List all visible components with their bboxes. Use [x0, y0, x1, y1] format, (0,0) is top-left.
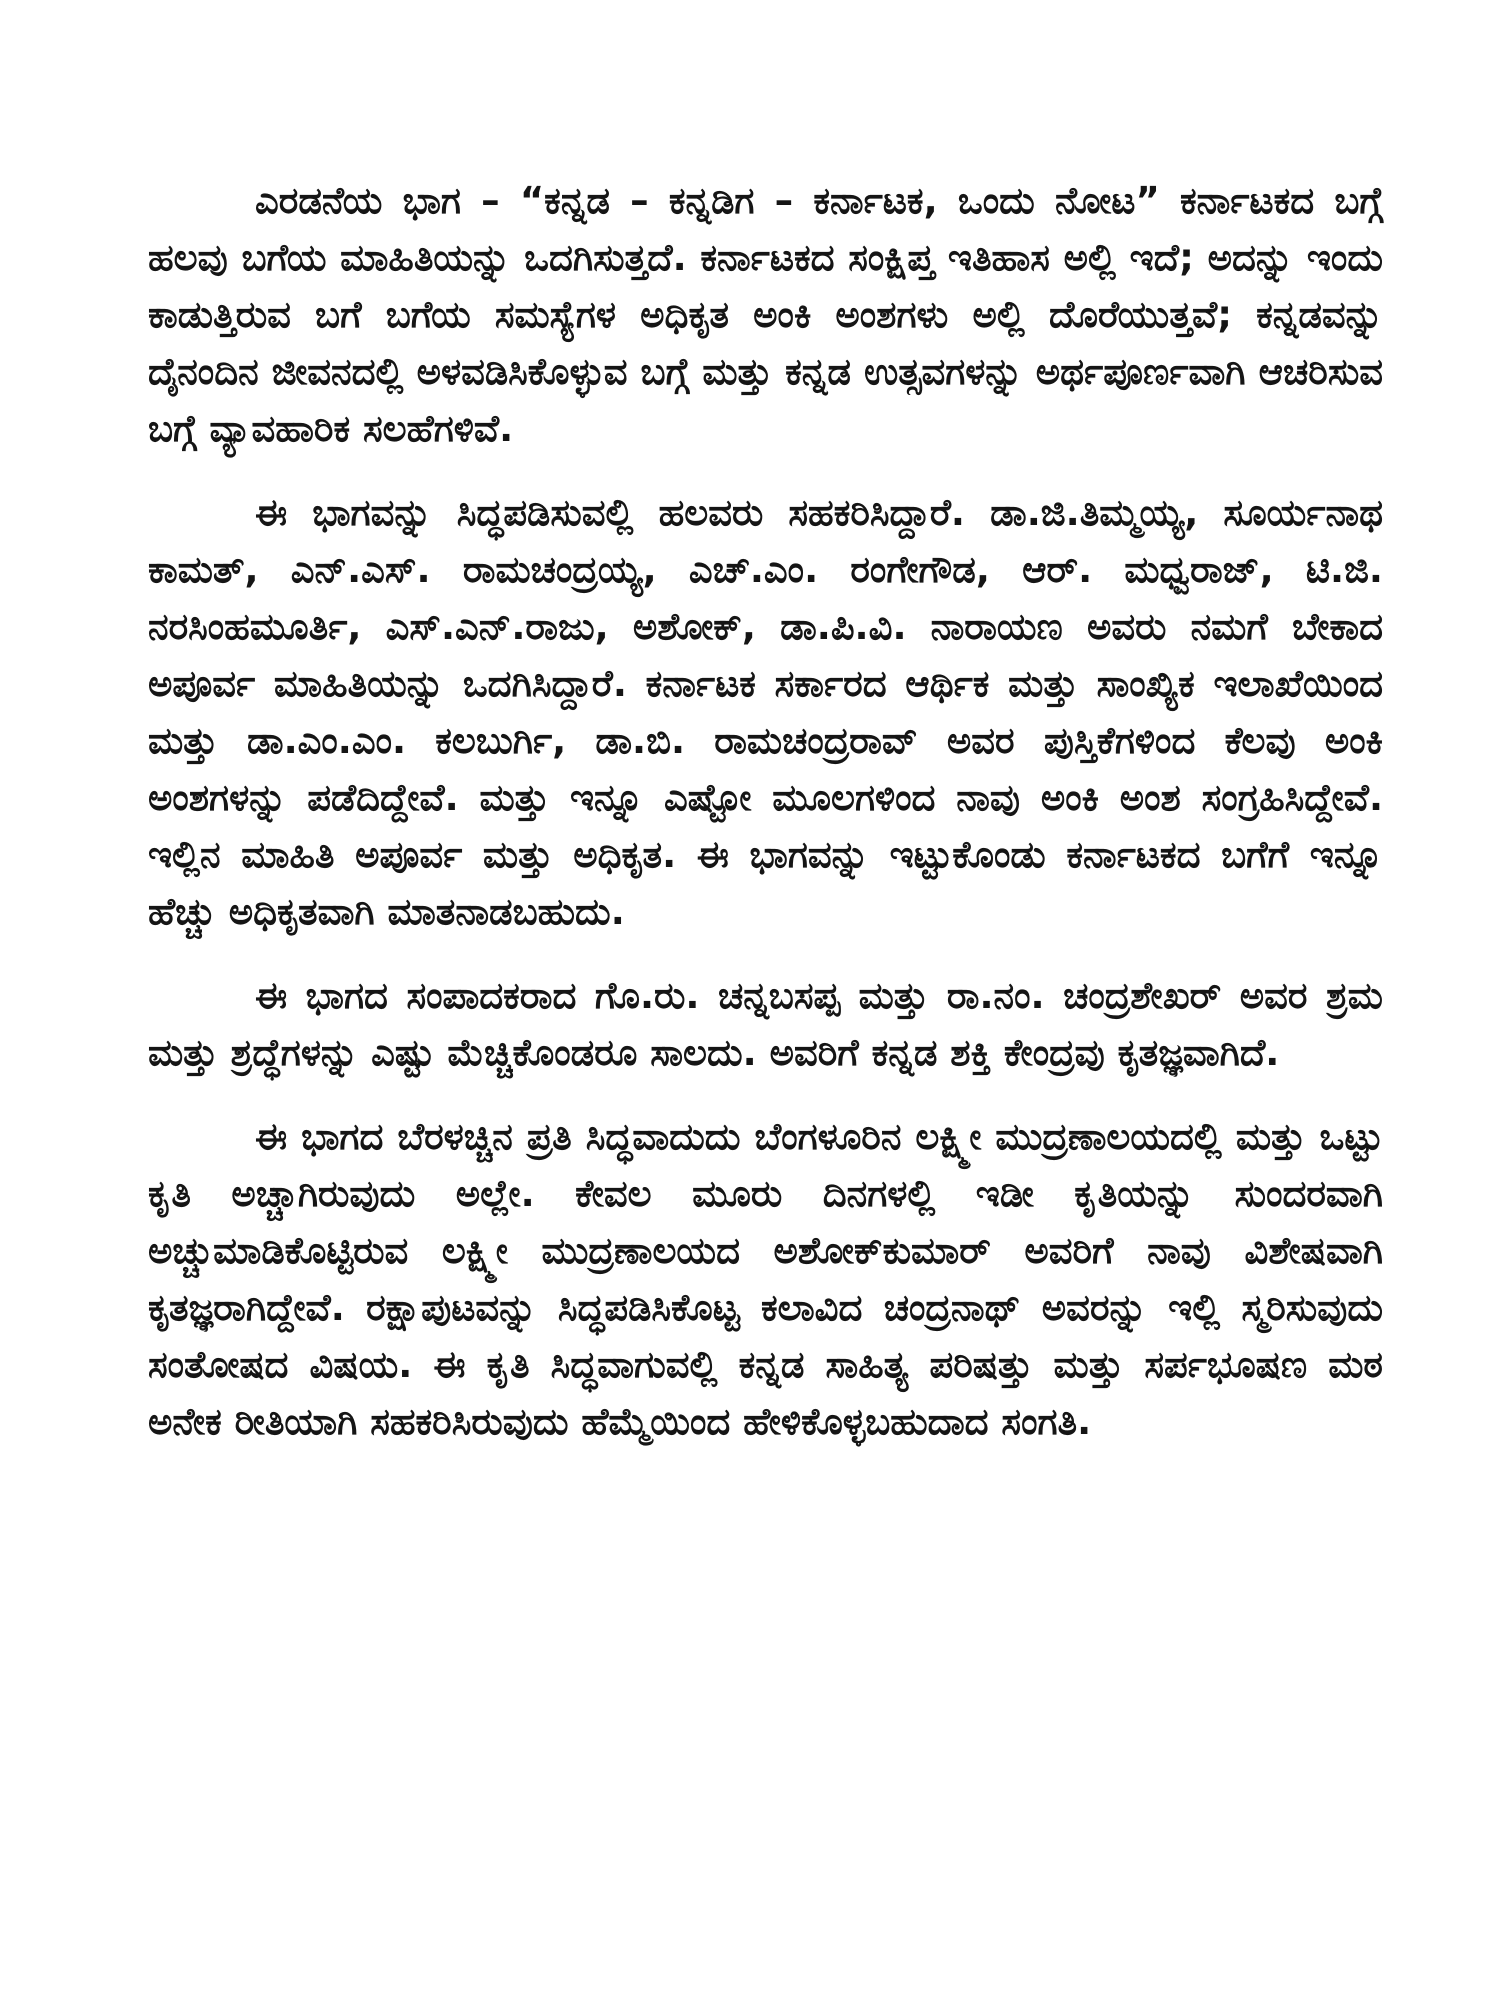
paragraph-contributors: ಈ ಭಾಗವನ್ನು ಸಿದ್ಧಪಡಿಸುವಲ್ಲಿ ಹಲವರು ಸಹಕರಿಸಿದ್ದಾರೆ. ಡಾ.ಜಿ.ತಿಮ್ಮಯ್ಯ, ಸೂರ್ಯನಾಥ ಕಾಮತ್, ಎನ್.ಎಸ್. ರಾಮಚಂದ್ರಯ್ಯ, ಎಚ್.ಎಂ. ರಂಗೇಗೌಡ, ಆರ್. ಮಧ್ವರಾಜ್, ಟಿ.ಜಿ. ನರಸಿಂಹಮೂರ್ತಿ, ಎಸ್.ಎನ್.ರಾಜು, ಅಶೋಕ್, ಡಾ.ಪಿ.ವಿ. ನಾರಾಯಣ ಅವರು ನಮಗೆ ಬೇಕಾದ ಅಪೂರ್ವ ಮಾಹಿತಿಯನ್ನು ಒದಗಿಸಿದ್ದಾರೆ. ಕರ್ನಾಟಕ ಸರ್ಕಾರದ ಆರ್ಥಿಕ ಮತ್ತು ಸಾಂಖ್ಯಿಕ ಇಲಾಖೆಯಿಂದ ಮತ್ತು ಡಾ.ಎಂ.ಎಂ. ಕಲಬುರ್ಗಿ, ಡಾ.ಬಿ. ರಾಮಚಂದ್ರರಾವ್ ಅವರ ಪುಸ್ತಿಕೆಗಳಿಂದ ಕೆಲವು ಅಂಕಿ ಅಂಶಗಳನ್ನು ಪಡೆದಿದ್ದೇವೆ. ಮತ್ತು ಇನ್ನೂ ಎಷ್ಟೋ ಮೂಲಗಳಿಂದ ನಾವು ಅಂಕಿ ಅಂಶ ಸಂಗ್ರಹಿಸಿದ್ದೇವೆ. ಇಲ್ಲಿನ ಮಾಹಿತಿ ಅಪೂರ್ವ ಮತ್ತು ಅಧಿಕೃತ. ಈ ಭಾಗವನ್ನು ಇಟ್ಟುಕೊಂಡು ಕರ್ನಾಟಕದ ಬಗೆಗೆ ಇನ್ನೂ ಹೆಚ್ಚು ಅಧಿಕೃತವಾಗಿ ಮಾತನಾಡಬಹುದು.: [148, 491, 1383, 933]
document-page: [148, 172, 1383, 1450]
paragraph-editors: ಈ ಭಾಗದ ಸಂಪಾದಕರಾದ ಗೊ.ರು. ಚನ್ನಬಸಪ್ಪ ಮತ್ತು ರಾ.ನಂ. ಚಂದ್ರಶೇಖರ್ ಅವರ ಶ್ರಮ ಮತ್ತು ಶ್ರದ್ಧೆಗಳನ್ನು ಎಷ್ಟು ಮೆಚ್ಚಿಕೊಂಡರೂ ಸಾಲದು. ಅವರಿಗೆ ಕನ್ನಡ ಶಕ್ತಿ ಕೇಂದ್ರವು ಕೃತಜ್ಞವಾಗಿದೆ.: [148, 974, 1383, 1074]
paragraph-printing-acknowledgements: ಈ ಭಾಗದ ಬೆರಳಚ್ಚಿನ ಪ್ರತಿ ಸಿದ್ಧವಾದುದು ಬೆಂಗಳೂರಿನ ಲಕ್ಷ್ಮೀ ಮುದ್ರಣಾಲಯದಲ್ಲಿ ಮತ್ತು ಒಟ್ಟು ಕೃತಿ ಅಚ್ಚಾಗಿರುವುದು ಅಲ್ಲೇ. ಕೇವಲ ಮೂರು ದಿನಗಳಲ್ಲಿ ಇಡೀ ಕೃತಿಯನ್ನು ಸುಂದರವಾಗಿ ಅಚ್ಚುಮಾಡಿಕೊಟ್ಟಿರುವ ಲಕ್ಷ್ಮೀ ಮುದ್ರಣಾಲಯದ ಅಶೋಕ್‌ಕುಮಾರ್ ಅವರಿಗೆ ನಾವು ವಿಶೇಷವಾಗಿ ಕೃತಜ್ಞರಾಗಿದ್ದೇವೆ. ರಕ್ಷಾಪುಟವನ್ನು ಸಿದ್ಧಪಡಿಸಿಕೊಟ್ಟ ಕಲಾವಿದ ಚಂದ್ರನಾಥ್ ಅವರನ್ನು ಇಲ್ಲಿ ಸ್ಮರಿಸುವುದು ಸಂತೋಷದ ವಿಷಯ. ಈ ಕೃತಿ ಸಿದ್ಧವಾಗುವಲ್ಲಿ ಕನ್ನಡ ಸಾಹಿತ್ಯ ಪರಿಷತ್ತು ಮತ್ತು ಸರ್ಪಭೂಷಣ ಮಠ ಅನೇಕ ರೀತಿಯಾಗಿ ಸಹಕರಿಸಿರುವುದು ಹೆಮ್ಮೆಯಿಂದ ಹೇಳಿಕೊಳ್ಳಬಹುದಾದ ಸಂಗತಿ.: [148, 1115, 1383, 1443]
paragraph-section-overview: ಎರಡನೆಯ ಭಾಗ – “ಕನ್ನಡ – ಕನ್ನಡಿಗ – ಕರ್ನಾಟಕ, ಒಂದು ನೋಟ” ಕರ್ನಾಟಕದ ಬಗ್ಗೆ ಹಲವು ಬಗೆಯ ಮಾಹಿತಿಯನ್ನು ಒದಗಿಸುತ್ತದೆ. ಕರ್ನಾಟಕದ ಸಂಕ್ಷಿಪ್ತ ಇತಿಹಾಸ ಅಲ್ಲಿ ಇದೆ; ಅದನ್ನು ಇಂದು ಕಾಡುತ್ತಿರುವ ಬಗೆ ಬಗೆಯ ಸಮಸ್ಯೆಗಳ ಅಧಿಕೃತ ಅಂಕಿ ಅಂಶಗಳು ಅಲ್ಲಿ ದೊರೆಯುತ್ತವೆ; ಕನ್ನಡವನ್ನು ದೈನಂದಿನ ಜೀವನದಲ್ಲಿ ಅಳವಡಿಸಿಕೊಳ್ಳುವ ಬಗ್ಗೆ ಮತ್ತು ಕನ್ನಡ ಉತ್ಸವಗಳನ್ನು ಅರ್ಥಪೂರ್ಣವಾಗಿ ಆಚರಿಸುವ ಬಗ್ಗೆ ವ್ಯಾವಹಾರಿಕ ಸಲಹೆಗಳಿವೆ.: [148, 179, 1383, 450]
